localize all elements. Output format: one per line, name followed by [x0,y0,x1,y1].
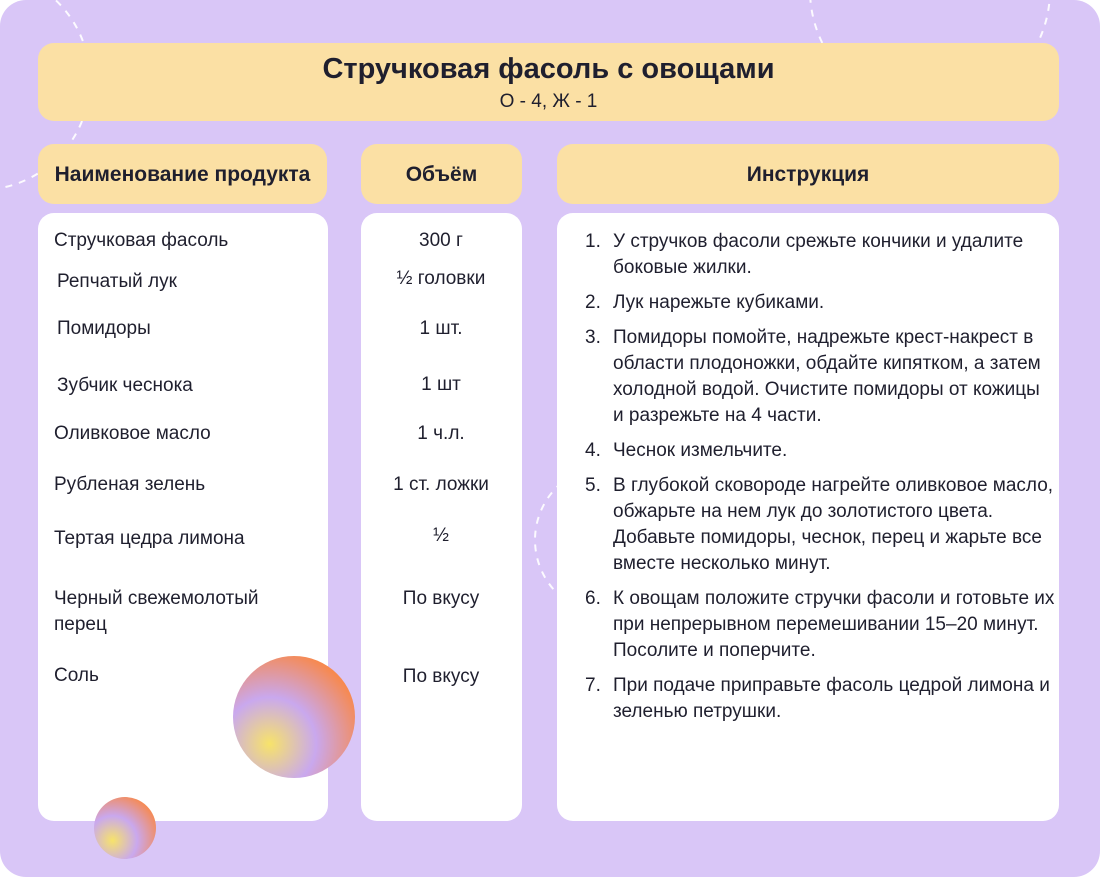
ingredient-name: Рубленая зелень [54,474,206,495]
ingredient-amount: 1 ст. ложки [393,474,489,495]
ingredient-name: Соль [54,665,99,686]
step-number: 7. [585,675,601,696]
page-title: Стручковая фасоль с овощами [322,53,775,85]
step-number: 3. [585,327,601,348]
ingredient-amount: По вкусу [402,666,480,687]
ingredient-amount: 1 шт [421,374,461,395]
ingredient-amount: 300 г [419,230,463,251]
ingredient-amount: ½ [433,525,449,546]
ingredient-name: Оливковое масло [54,423,211,444]
step-text: К овощам положите стручки фасоли и готовьте их при непрерывном перемешивании 15–20 минут. Посолите и поперчите. [613,588,1055,661]
column-header-product: Наименование продукта [38,144,327,204]
instruction-step [585,586,1055,664]
ingredient-name: Стручковая фасоль [54,230,229,251]
ingredient-name: Репчатый лук [57,271,177,292]
ingredient-name: Помидоры [57,318,151,339]
step-number: 1. [585,231,601,252]
ingredient-name: Тертая цедра лимона [54,528,245,549]
ingredient-amount: По вкусу [402,588,480,609]
decorative-gradient-sphere-small [94,797,156,859]
step-number: 6. [585,588,601,609]
column-header-instruction: Инструкция [557,144,1059,204]
ingredient-amount: 1 шт. [419,318,463,339]
instruction-steps [585,229,1055,734]
ingredient-amount: ½ головки [396,268,486,289]
step-number: 5. [585,475,601,496]
step-text: В глубокой сковороде нагрейте оливковое масло, обжарьте на нем лук до золотистого цвета. Добавьте помидоры, чеснок, перец и жарьте все вместе несколько минут. [613,475,1054,574]
volume-list-panel [361,213,522,821]
ingredient-name: Зубчик чеснока [57,375,193,396]
decorative-gradient-sphere [233,656,355,778]
step-text: Помидоры помойте, надрежьте крест-накрест в области плодоножки, обдайте кипятком, а затем холодной водой. Очистите помидоры от кожицы и разрежьте на 4 части. [613,327,1041,426]
column-header-volume: Объём [361,144,522,204]
instruction-step [585,673,1055,725]
step-text: При подаче приправьте фасоль цедрой лимона и зеленью петрушки. [613,675,1050,722]
instruction-step [585,473,1055,577]
instruction-step [585,438,1055,464]
instruction-step [585,325,1055,429]
title-bar [38,43,1059,121]
instruction-step [585,229,1055,281]
step-text: У стручков фасоли срежьте кончики и удалите боковые жилки. [613,231,1024,278]
step-number: 2. [585,292,601,313]
instruction-step [585,290,1055,316]
step-text: Чеснок измельчите. [613,440,788,461]
ingredient-name: Черный свежемолотый перец [54,588,259,635]
step-text: Лук нарежьте кубиками. [613,292,825,313]
step-number: 4. [585,440,601,461]
page-subtitle: О - 4, Ж - 1 [499,91,598,112]
instruction-panel [557,213,1059,821]
ingredient-amount: 1 ч.л. [417,423,465,444]
